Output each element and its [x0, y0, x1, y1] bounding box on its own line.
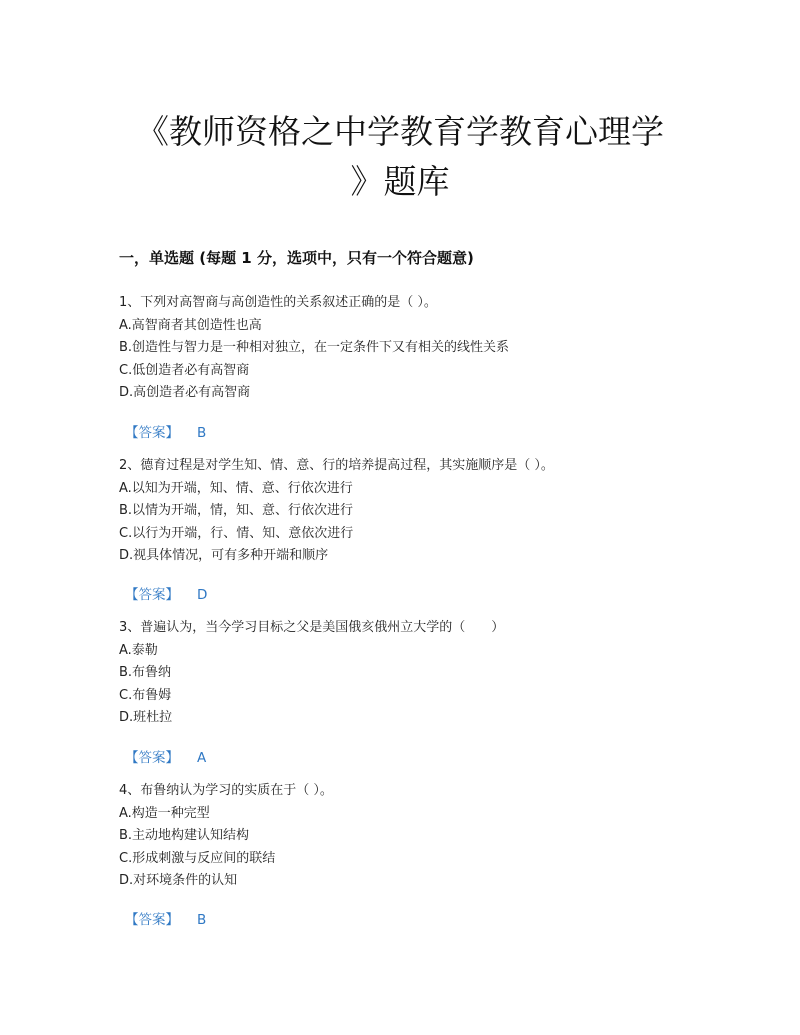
question-text: 3、普遍认为，当今学习目标之父是美国俄亥俄州立大学的（ ）	[119, 620, 505, 635]
answer-3	[125, 746, 206, 766]
option-a: A.泰勒	[119, 642, 158, 658]
option-b: B.主动地构建认知结构	[119, 828, 250, 843]
option-c: C.低创造者必有高智商	[119, 362, 250, 378]
question-1	[119, 292, 739, 405]
option-a: A.高智商者其创造性也高	[119, 317, 262, 333]
answer-label: 【答案】	[125, 425, 179, 441]
question-4	[119, 780, 739, 893]
page-title	[0, 107, 800, 207]
title-line-1: 《教师资格之中学教育学教育心理学	[136, 112, 664, 151]
option-a: A.以知为开端，知、情、意、行依次进行	[119, 480, 353, 496]
answer-value: B	[197, 912, 207, 928]
section-heading: 一，单选题 (每题 1 分，选项中，只有一个符合题意)	[119, 249, 474, 267]
option-d: D.班杜拉	[119, 710, 173, 725]
option-c: C.形成刺激与反应间的联结	[119, 850, 276, 866]
question-text: 2、德育过程是对学生知、情、意、行的培养提高过程，其实施顺序是（ ）。	[119, 458, 554, 473]
answer-value: A	[197, 750, 207, 766]
question-2	[119, 455, 739, 568]
answer-4	[125, 908, 206, 928]
answer-label: 【答案】	[125, 912, 179, 928]
answer-label: 【答案】	[125, 587, 179, 603]
option-c: C.布鲁姆	[119, 687, 172, 703]
question-3	[119, 617, 739, 730]
option-c: C.以行为开端，行、情、知、意依次进行	[119, 525, 354, 541]
option-d: D.对环境条件的认知	[119, 873, 238, 888]
option-d: D.高创造者必有高智商	[119, 385, 251, 400]
answer-label: 【答案】	[125, 750, 179, 766]
option-b: B.创造性与智力是一种相对独立，在一定条件下又有相关的线性关系	[119, 340, 510, 355]
answer-value: D	[197, 587, 208, 603]
answer-2	[125, 583, 207, 603]
option-b: B.以情为开端，情，知、意、行依次进行	[119, 503, 354, 518]
title-line-2: 》题库	[350, 162, 450, 201]
option-d: D.视具体情况，可有多种开端和顺序	[119, 548, 329, 563]
question-text: 4、布鲁纳认为学习的实质在于（ ）。	[119, 783, 333, 798]
option-b: B.布鲁纳	[119, 665, 172, 680]
option-a: A.构造一种完型	[119, 805, 210, 821]
answer-value: B	[197, 425, 207, 441]
question-text: 1、下列对高智商与高创造性的关系叙述正确的是（ ）。	[119, 295, 437, 310]
answer-1	[125, 421, 206, 441]
